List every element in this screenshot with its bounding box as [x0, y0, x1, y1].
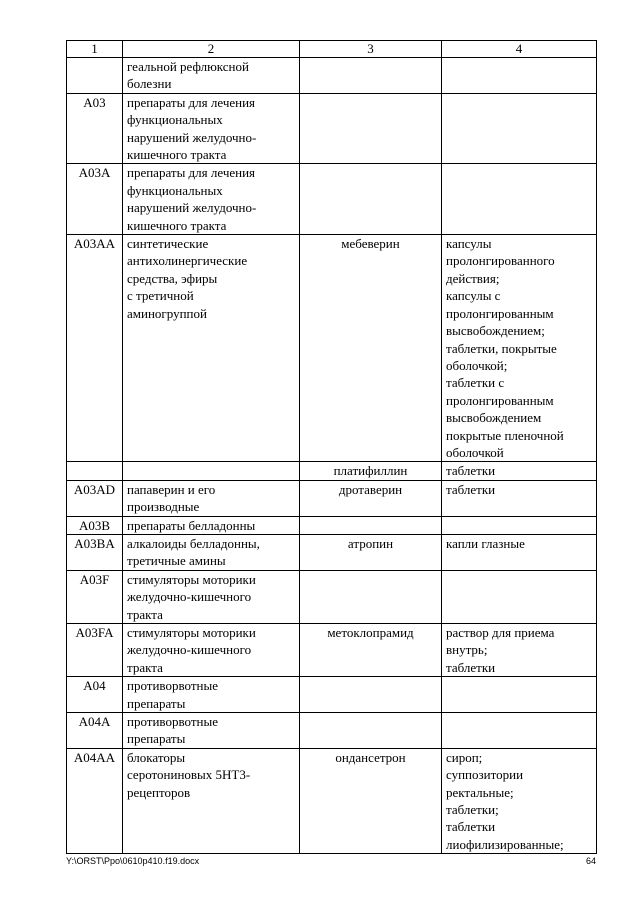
table-row [67, 748, 597, 853]
drug-name-cell: мебеверин [300, 235, 442, 462]
atc-code-cell: A04 [67, 677, 123, 713]
dosage-form-cell [442, 713, 597, 749]
drug-name-cell [300, 677, 442, 713]
table-row [67, 164, 597, 235]
drug-name-cell [300, 164, 442, 235]
drug-name-cell: атропин [300, 534, 442, 570]
group-name-cell: стимуляторы моторики желудочно-кишечного тракта [123, 624, 300, 677]
table-row [67, 93, 597, 164]
table-row [67, 462, 597, 480]
atc-code-cell: A03 [67, 93, 123, 164]
table-row [67, 713, 597, 749]
group-name-cell: препараты для лечения функциональных нарушений желудочно- кишечного тракта [123, 164, 300, 235]
dosage-form-cell [442, 516, 597, 534]
drug-name-cell [300, 516, 442, 534]
drug-classification-table [66, 40, 597, 854]
dosage-form-cell: капсулы пролонгированного действия; капсулы с пролонгированным высвобождением; таблетки, покрытые оболочкой; таблетки с пролонгированным высвобождением покрытые пленочной оболочкой [442, 235, 597, 462]
drug-name-cell: ондансетрон [300, 748, 442, 853]
dosage-form-cell: таблетки [442, 462, 597, 480]
table-row [67, 235, 597, 462]
group-name-cell: противорвотные препараты [123, 677, 300, 713]
dosage-form-cell [442, 570, 597, 623]
atc-code-cell: A03AA [67, 235, 123, 462]
drug-name-cell: платифиллин [300, 462, 442, 480]
atc-code-cell [67, 462, 123, 480]
dosage-form-cell [442, 164, 597, 235]
atc-code-cell [67, 58, 123, 94]
atc-code-cell: A03BA [67, 534, 123, 570]
page-number: 64 [585, 856, 596, 866]
group-name-cell: синтетические антихолинергические средства, эфиры с третичной аминогруппой [123, 235, 300, 462]
group-name-cell: препараты белладонны [123, 516, 300, 534]
header-cell: 2 [123, 41, 300, 58]
dosage-form-cell [442, 677, 597, 713]
table-row [67, 516, 597, 534]
group-name-cell: препараты для лечения функциональных нарушений желудочно- кишечного тракта [123, 93, 300, 164]
table-row [67, 624, 597, 677]
dosage-form-cell [442, 58, 597, 94]
drug-name-cell [300, 570, 442, 623]
drug-name-cell [300, 58, 442, 94]
atc-code-cell: A03FA [67, 624, 123, 677]
atc-code-cell: A03F [67, 570, 123, 623]
dosage-form-cell: капли глазные [442, 534, 597, 570]
header-cell: 4 [442, 41, 597, 58]
table-row [67, 570, 597, 623]
dosage-form-cell: сироп; суппозитории ректальные; таблетки; таблетки лиофилизированные; [442, 748, 597, 853]
group-name-cell: блокаторы серотониновых 5HT3- рецепторов [123, 748, 300, 853]
table-header-row [67, 41, 597, 58]
drug-name-cell [300, 713, 442, 749]
dosage-form-cell [442, 93, 597, 164]
header-cell: 1 [67, 41, 123, 58]
header-cell: 3 [300, 41, 442, 58]
table-row [67, 58, 597, 94]
atc-code-cell: A04AA [67, 748, 123, 853]
atc-code-cell: A04A [67, 713, 123, 749]
group-name-cell: геальной рефлюксной болезни [123, 58, 300, 94]
drug-name-cell: дротаверин [300, 480, 442, 516]
drug-name-cell: метоклопрамид [300, 624, 442, 677]
group-name-cell: стимуляторы моторики желудочно-кишечного тракта [123, 570, 300, 623]
table-row [67, 677, 597, 713]
group-name-cell [123, 462, 300, 480]
dosage-form-cell: таблетки [442, 480, 597, 516]
group-name-cell: папаверин и его производные [123, 480, 300, 516]
table-row [67, 480, 597, 516]
drug-name-cell [300, 93, 442, 164]
atc-code-cell: A03B [67, 516, 123, 534]
atc-code-cell: A03AD [67, 480, 123, 516]
group-name-cell: противорвотные препараты [123, 713, 300, 749]
atc-code-cell: A03A [67, 164, 123, 235]
dosage-form-cell: раствор для приема внутрь; таблетки [442, 624, 597, 677]
document-path: Y:\ORST\Ppo\0610p410.f19.docx [66, 856, 200, 866]
table-row [67, 534, 597, 570]
group-name-cell: алкалоиды белладонны, третичные амины [123, 534, 300, 570]
